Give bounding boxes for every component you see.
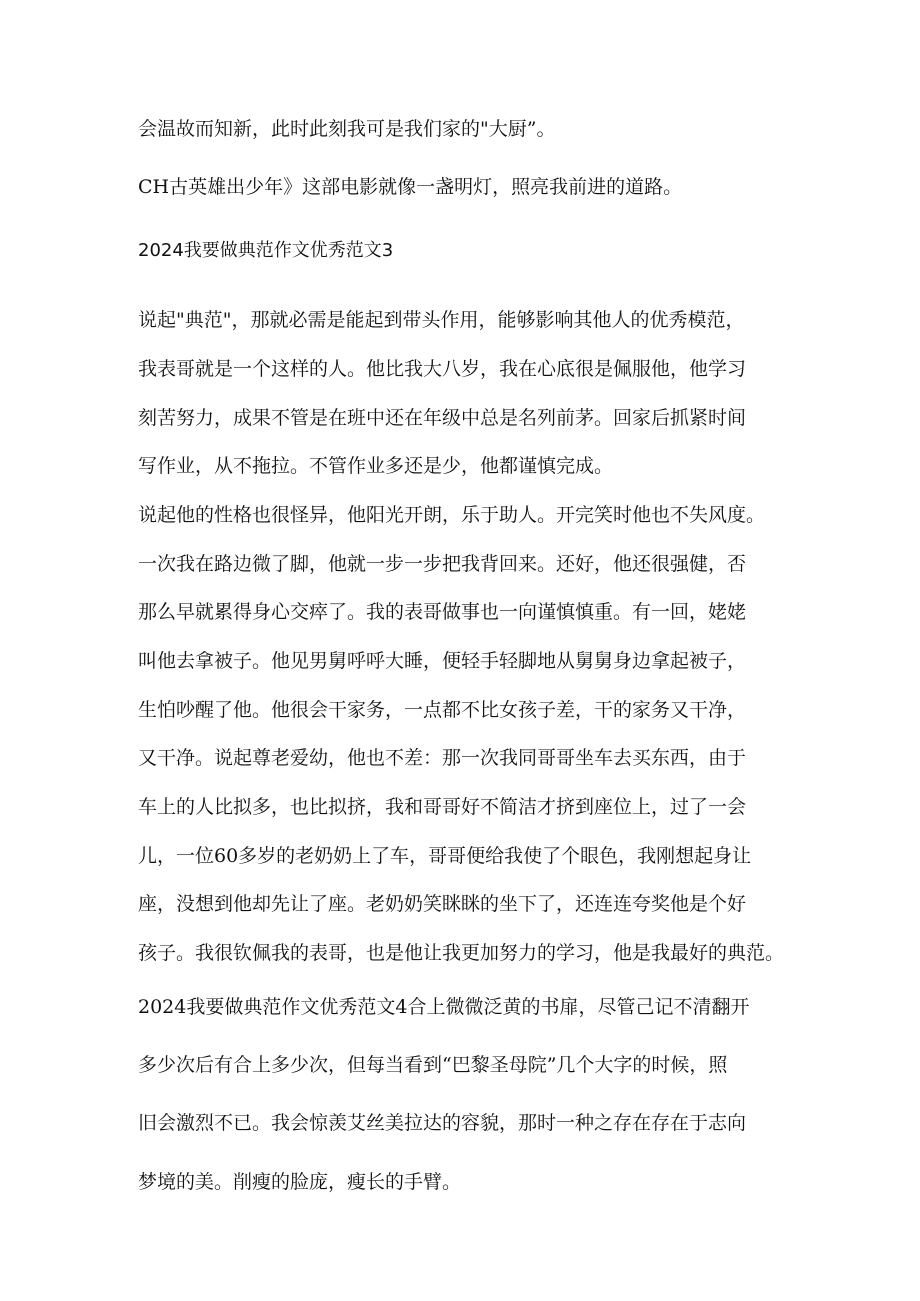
text-line: 刻苦努力，成果不管是在班中还在年级中总是名列前茅。回家后抓紧时间 (138, 407, 747, 429)
text-line: 座，没想到他却先让了座。老奶奶笑眯眯的坐下了，还连连夸奖他是个好 (138, 893, 747, 915)
text-line: 生怕吵醒了他。他很会干家务，一点都不比女孩子差，干的家务又干净， (138, 699, 747, 721)
text-line: 会温故而知新，此时此刻我可是我们家的"大厨”。 (138, 118, 556, 140)
text-line: 一次我在路边微了脚，他就一步一步把我背回来。还好，他还很强健，否 (138, 553, 747, 575)
text-line: 那么早就累得身心交瘁了。我的表哥做事也一向谨慎慎重。有一回，姥姥 (138, 601, 747, 623)
section-heading: 2024我要做典范作文优秀范文3 (138, 240, 394, 261)
text-line: CH古英雄出少年》这部电影就像一盏明灯，照亮我前进的道路。 (138, 176, 683, 198)
text-line: 又干净。说起尊老爱幼，他也不差：那一次我同哥哥坐车去买东西，由于 (138, 747, 747, 769)
text-line: 梦境的美。削瘦的脸庞，瘦长的手臂。 (138, 1171, 462, 1193)
text-line: 车上的人比拟多，也比拟挤，我和哥哥好不简洁才挤到座位上，过了一会 (138, 796, 747, 818)
text-line: 说起他的性格也很怪异，他阳光开朗，乐于助人。开完笑时他也不失风度。 (138, 504, 766, 526)
text-line: 写作业，从不拖拉。不管作业多还是少，他都谨慎完成。 (138, 455, 614, 477)
text-line: 叫他去拿被子。他见男舅呼呼大睡，便轻手轻脚地从舅舅身边拿起被子， (138, 650, 747, 672)
text-line: 说起"典范"，那就必需是能起到带头作用，能够影响其他人的优秀模范， (138, 309, 745, 331)
text-line: 孩子。我很钦佩我的表哥，也是他让我更加努力的学习，他是我最好的典范。 (138, 942, 785, 964)
text-line: 多少次后有合上多少次，但每当看到“巴黎圣母院”几个大字的时候，照 (138, 1054, 728, 1076)
text-line: 我表哥就是一个这样的人。他比我大八岁，我在心底很是佩服他，他学习 (138, 358, 747, 380)
text-line: 旧会激烈不已。我会惊羡艾丝美拉达的容貌，那时一种之存在存在于志向 (138, 1112, 747, 1134)
text-line: 儿，一位60多岁的老奶奶上了车，哥哥便给我使了个眼色，我刚想起身让 (138, 845, 752, 867)
text-line: 2024我要做典范作文优秀范文4合上微微泛黄的书扉，尽管己记不清翻开 (138, 996, 750, 1018)
